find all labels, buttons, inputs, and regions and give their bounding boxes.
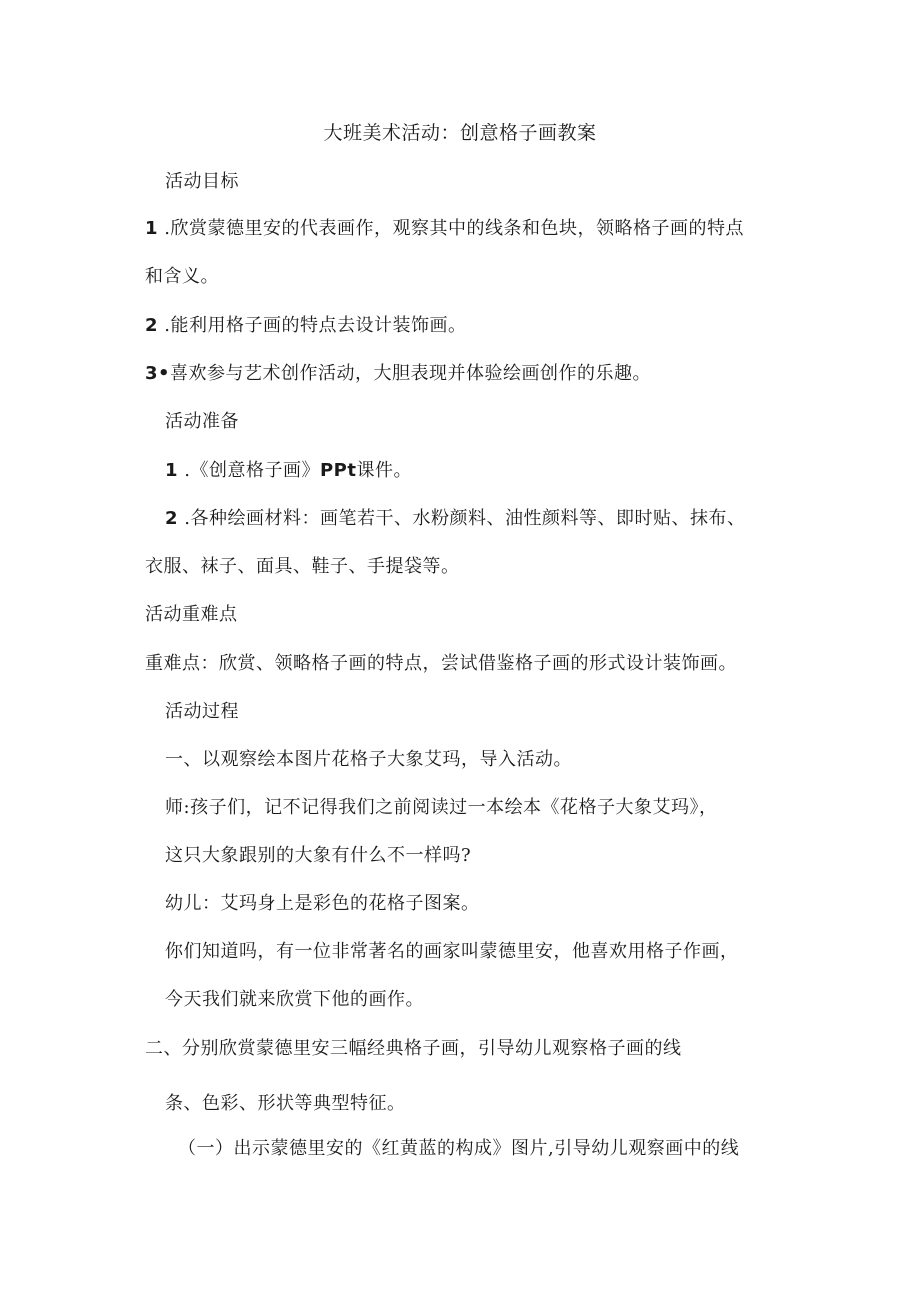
- child-line-1: 幼儿：艾玛身上是彩色的花格子图案。: [165, 893, 480, 914]
- teacher-line-2: 你们知道吗，有一位非常著名的画家叫蒙德里安，他喜欢用格子作画，: [165, 941, 739, 962]
- goal-3: [145, 362, 651, 386]
- goal-1-continuation: 和含义。: [145, 266, 219, 287]
- document-title: 大班美术活动：创意格子画教案: [323, 122, 597, 144]
- goal-2: [145, 314, 466, 338]
- prep-2-number: 2: [165, 508, 179, 529]
- goal-3-text: 喜欢参与艺术创作活动，大胆表现并体验绘画创作的乐趣。: [170, 363, 652, 384]
- step-1: 一、以观察绘本图片花格子大象艾玛，导入活动。: [165, 749, 572, 770]
- key-text: 重难点：欣赏、领略格子画的特点，尝试借鉴格子画的形式设计装饰画。: [145, 653, 737, 674]
- prep-1-ppt: PPt: [319, 460, 357, 481]
- prep-2-continuation: 衣服、袜子、面具、鞋子、手提袋等。: [145, 556, 460, 577]
- step-2: 二、分别欣赏蒙德里安三幅经典格子画，引导幼儿观察格子画的线: [145, 1038, 682, 1059]
- prep-2-text: .各种绘画材料：画笔若干、水粉颜料、油性颜料等、即时贴、抹布、: [178, 508, 746, 529]
- prep-1-text-end: 课件。: [356, 460, 412, 481]
- goal-3-number: 3•: [145, 363, 171, 384]
- teacher-line-2-continuation: 今天我们就来欣赏下他的画作。: [165, 989, 424, 1010]
- prep-1-number: 1: [165, 460, 179, 481]
- goal-2-text: .能利用格子画的特点去设计装饰画。: [158, 315, 467, 336]
- goals-heading: 活动目标: [165, 171, 239, 192]
- goal-1-text: .欣赏蒙德里安的代表画作，观察其中的线条和色块，领略格子画的特点: [158, 218, 744, 239]
- goal-1: [145, 217, 744, 241]
- sub-step-1: （一）出示蒙德里安的《红黄蓝的构成》图片,引导幼儿观察画中的线: [178, 1138, 740, 1159]
- prep-heading: 活动准备: [165, 411, 239, 432]
- goal-1-number: 1: [145, 218, 159, 239]
- teacher-line-1: 师:孩子们，记不记得我们之前阅读过一本绘本《花格子大象艾玛》，: [165, 797, 718, 818]
- goal-2-number: 2: [145, 315, 159, 336]
- step-2-continuation: 条、色彩、形状等典型特征。: [165, 1093, 406, 1114]
- key-heading: 活动重难点: [145, 604, 238, 625]
- prep-1: [165, 459, 412, 483]
- prep-2: [165, 507, 745, 531]
- process-heading: 活动过程: [165, 701, 239, 722]
- prep-1-text: .《创意格子画》: [178, 460, 320, 481]
- teacher-line-1-continuation: 这只大象跟别的大象有什么不一样吗?: [165, 845, 472, 866]
